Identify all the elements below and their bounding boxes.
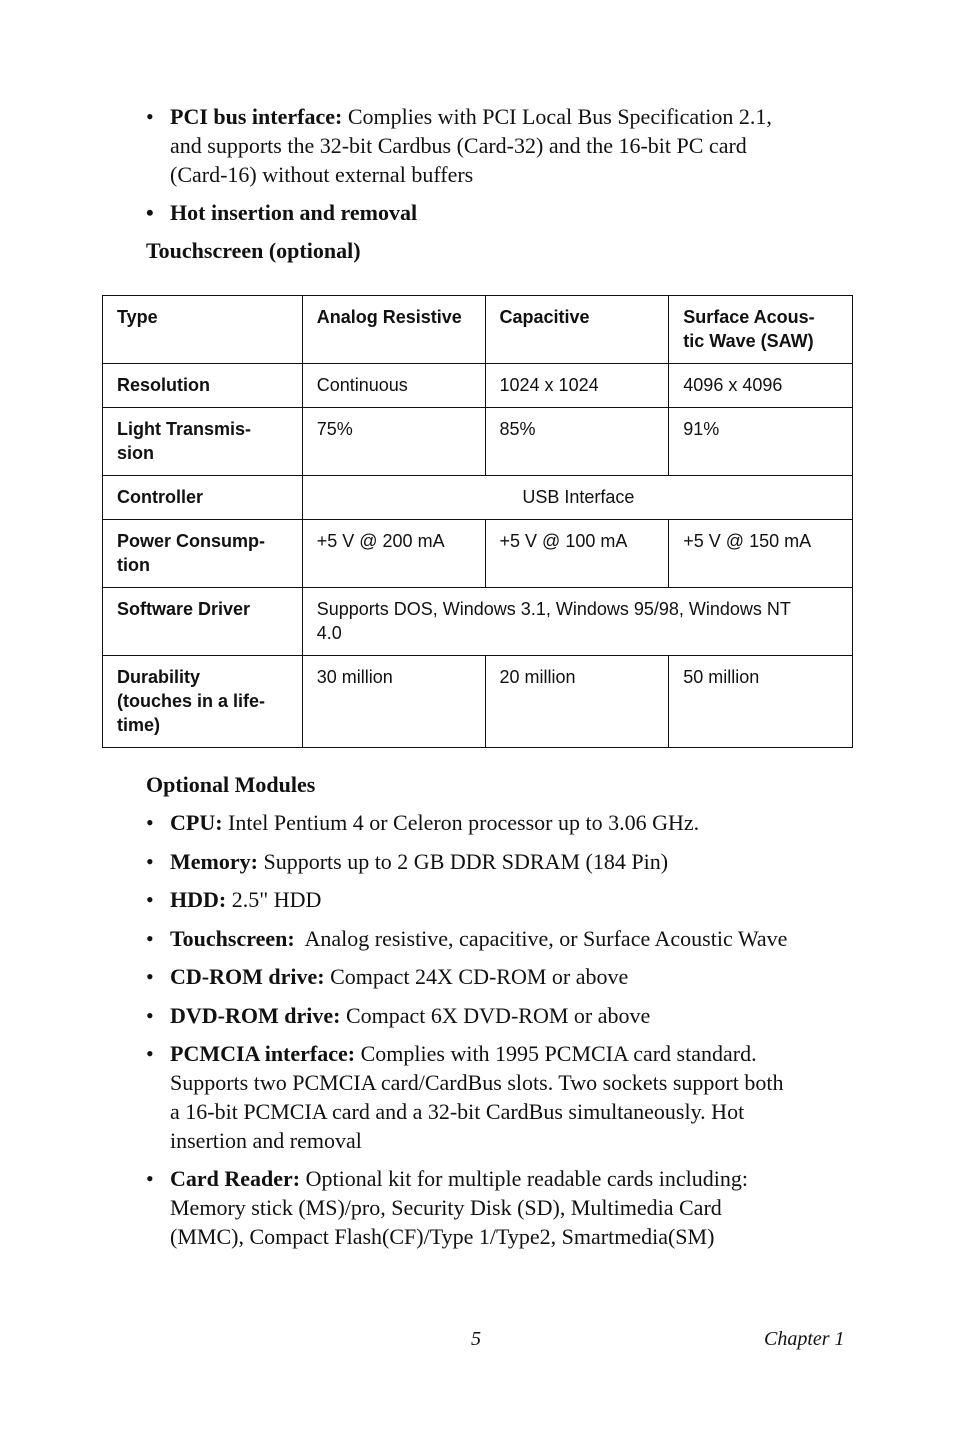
row-label: Durability (touches in a life- time) [103,656,303,748]
table-cell: 1024 x 1024 [485,364,669,408]
bullet-dot: • [146,200,154,225]
pci-bus-bullet [146,102,846,189]
table-cell: Supports DOS, Windows 3.1, Windows 95/98, Windows NT 4.0 [302,588,852,656]
bullet-label: CPU: [170,810,223,835]
bullet-text: Compact 24X CD-ROM or above [324,964,629,989]
bullet-dot: • [146,1041,154,1066]
bullet-dot: • [146,926,154,951]
bullet-dot: • [146,964,154,989]
table-header-cell: Analog Resistive [302,296,485,364]
bullet-label: DVD-ROM drive: [170,1003,341,1028]
table-row-durability [103,656,853,748]
row-label: Controller [103,476,303,520]
table-cell: 91% [669,408,853,476]
table-row-software-driver [103,588,853,656]
bullet-label: Card Reader: [170,1166,301,1191]
memory-bullet [146,847,846,876]
table-cell: Continuous [302,364,485,408]
bullet-label: PCI bus interface: [170,104,343,129]
table-header-row [103,296,853,364]
table-cell: +5 V @ 150 mA [669,520,853,588]
table-header-cell: Type [103,296,303,364]
table-cell: +5 V @ 100 mA [485,520,669,588]
bullet-dot: • [146,1003,154,1028]
table-cell: 75% [302,408,485,476]
bullet-label: Memory: [170,849,258,874]
table-row-controller [103,476,853,520]
hdd-bullet [146,885,846,914]
table-cell: 50 million [669,656,853,748]
touchscreen-bullet [146,924,866,953]
cdrom-bullet [146,962,846,991]
bullet-dot: • [146,104,154,129]
bullet-label: HDD: [170,887,227,912]
bullet-label: PCMCIA interface: [170,1041,356,1066]
hot-insertion-bullet [146,198,846,227]
table-row-resolution [103,364,853,408]
bullet-label: Touchscreen: [170,926,295,951]
table-header-cell: Capacitive [485,296,669,364]
table-cell: 4096 x 4096 [669,364,853,408]
row-label: Resolution [103,364,303,408]
row-label: Light Transmis- sion [103,408,303,476]
dvdrom-bullet [146,1001,846,1030]
bullet-dot: • [146,849,154,874]
table-cell: +5 V @ 200 mA [302,520,485,588]
card-reader-bullet [146,1164,846,1251]
bullet-label: CD-ROM drive: [170,964,325,989]
table-header-cell: Surface Acous- tic Wave (SAW) [669,296,853,364]
table-row-light-transmission [103,408,853,476]
table-cell: USB Interface [302,476,852,520]
table-row-power-consumption [103,520,853,588]
bullet-text: Complies with 1995 PCMCIA card standard. Supports two PCMCIA card/CardBus slots. Two sockets support both a 16-bit PCMCIA card and a 32-bit CardBus simultaneously. Hot insertion and removal [170,1041,784,1153]
bullet-text: Analog resistive, capacitive, or Surface Acoustic Wave [294,926,788,951]
row-label: Software Driver [103,588,303,656]
touchscreen-table [102,295,853,748]
bullet-label: Hot insertion and removal [170,200,418,225]
cpu-bullet [146,808,846,837]
row-label: Power Consump- tion [103,520,303,588]
table-cell: 20 million [485,656,669,748]
optional-modules-heading: Optional Modules [146,772,316,797]
bullet-dot: • [146,887,154,912]
bullet-text: Supports up to 2 GB DDR SDRAM (184 Pin) [257,849,669,874]
bullet-text: Intel Pentium 4 or Celeron processor up to 3.06 GHz. [222,810,700,835]
bullet-text: Complies with PCI Local Bus Specification 2.1, and supports the 32-bit Cardbus (Card-32) and the 16-bit PC card (Card-16) without external buffers [170,104,772,187]
chapter-label: Chapter 1 [764,1328,845,1350]
touchscreen-heading: Touchscreen (optional) [146,238,361,263]
table-cell: 30 million [302,656,485,748]
bullet-text: Optional kit for multiple readable cards including: Memory stick (MS)/pro, Security Disk (SD), Multimedia Card (MMC), Compact Flash(CF)/Type 1/Type2, Smartmedia(SM) [170,1166,748,1249]
page-number: 5 [471,1328,481,1350]
table-cell: 85% [485,408,669,476]
pcmcia-bullet [146,1039,846,1155]
bullet-dot: • [146,810,154,835]
bullet-text: 2.5" HDD [226,887,322,912]
bullet-dot: • [146,1166,154,1191]
bullet-text: Compact 6X DVD-ROM or above [340,1003,651,1028]
